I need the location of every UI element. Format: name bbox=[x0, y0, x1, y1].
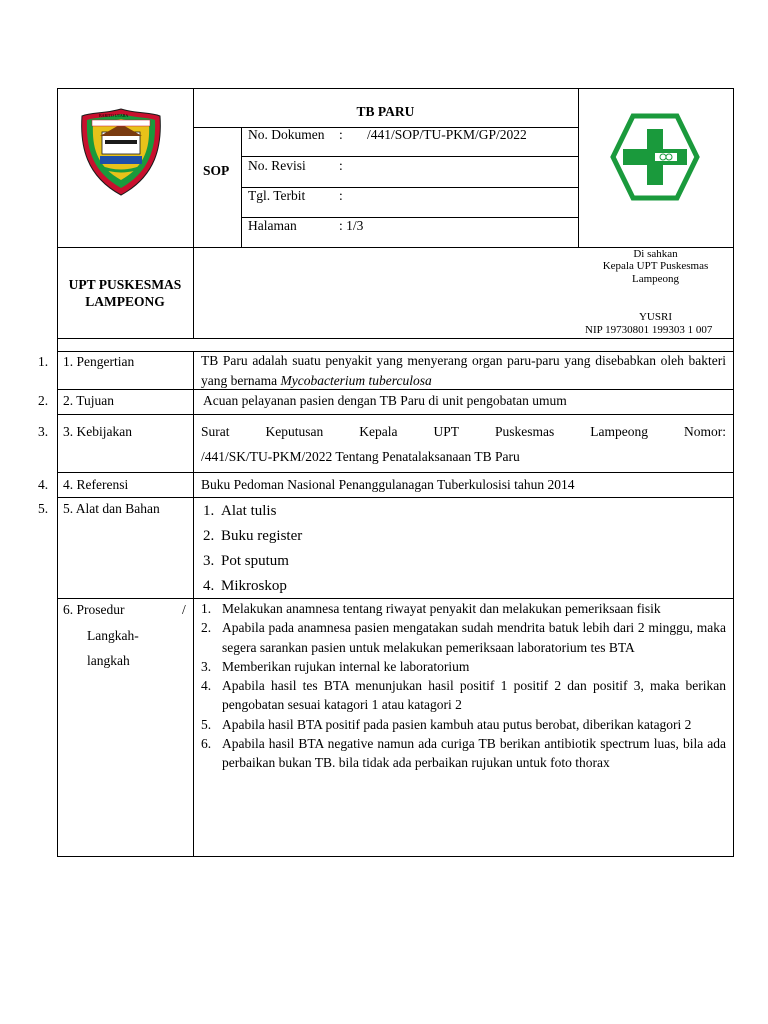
section-label-kebijakan: 3. Kebijakan bbox=[63, 424, 132, 439]
field-no-revisi-sep: : bbox=[339, 158, 343, 173]
list-item-number: 1. bbox=[201, 601, 212, 616]
field-no-dokumen-sep: : bbox=[339, 127, 343, 142]
list-item bbox=[203, 574, 503, 599]
kebijakan-word: Keputusan bbox=[265, 424, 324, 439]
list-item bbox=[201, 599, 726, 618]
regency-logo bbox=[78, 106, 164, 198]
puskesmas-logo bbox=[609, 112, 701, 202]
kebijakan-word: UPT bbox=[433, 424, 459, 439]
list-item bbox=[201, 657, 726, 676]
field-no-revisi-label: No. Revisi bbox=[248, 158, 306, 173]
section-label-alat-bahan: 5. Alat dan Bahan bbox=[63, 501, 160, 516]
regency-logo-text: BARITO UTARA bbox=[99, 113, 129, 118]
row-number-3: 3. bbox=[38, 424, 49, 439]
list-item bbox=[201, 715, 726, 734]
approval-line2: Kepala UPT Puskesmas bbox=[602, 260, 709, 272]
list-item-text: Alat tulis bbox=[221, 503, 277, 519]
section-text-tujuan: Acuan pelayanan pasien dengan TB Paru di unit pengobatan umum bbox=[203, 393, 567, 408]
row-number-4: 4. bbox=[38, 477, 49, 492]
row-number-5: 5. bbox=[38, 501, 49, 516]
list-item-number: 4. bbox=[203, 578, 215, 594]
section-label-referensi: 4. Referensi bbox=[63, 477, 129, 492]
field-no-dokumen-label: No. Dokumen bbox=[248, 127, 325, 142]
kebijakan-line2: /441/SK/TU-PKM/2022 Tentang Penatalaksanaan TB Paru bbox=[201, 449, 520, 464]
list-item-text: Apabila pada anamnesa pasien mengatakan sudah mendrita batuk lebih dari 2 minggu, maka segera sarankan pasien untuk melakukan pemeriksaan laboratorium tes BTA bbox=[222, 620, 726, 655]
list-item-text: Apabila hasil BTA positif pada pasien kambuh atau putus berobat, diberikan katagori 2 bbox=[222, 716, 692, 732]
kebijakan-word: Lampeong bbox=[590, 424, 648, 439]
sop-label: SOP bbox=[203, 163, 230, 178]
alat-bahan-list bbox=[203, 499, 503, 599]
kebijakan-line1 bbox=[201, 423, 726, 440]
approval-line3: Lampeong bbox=[631, 273, 680, 285]
pengertian-italic: Mycobacterium tuberculosa bbox=[280, 372, 432, 388]
org-name-line2: LAMPEONG bbox=[85, 294, 165, 309]
row-number-2: 2. bbox=[38, 393, 49, 408]
section-label-prosedur-slash: / bbox=[182, 602, 186, 617]
list-item bbox=[201, 618, 726, 657]
kebijakan-word: Kepala bbox=[359, 424, 398, 439]
kebijakan-word: Nomor: bbox=[684, 424, 726, 439]
list-item-number: 1. bbox=[203, 503, 215, 519]
approval-nip: NIP 19730801 199303 1 007 bbox=[585, 324, 713, 336]
list-item-text: Memberikan rujukan internal ke laboratorium bbox=[222, 658, 470, 674]
section-label-langkah: Langkah- bbox=[87, 628, 139, 643]
section-text-pengertian bbox=[201, 351, 726, 390]
section-label-pengertian: 1. Pengertian bbox=[63, 354, 135, 369]
row-number-1: 1. bbox=[38, 354, 49, 369]
document-title: TB PARU bbox=[356, 104, 415, 119]
approval-line1: Di sahkan bbox=[633, 248, 678, 260]
section-label-tujuan: 2. Tujuan bbox=[63, 393, 115, 408]
list-item bbox=[201, 676, 726, 715]
list-item-text: Mikroskop bbox=[221, 578, 287, 594]
list-item bbox=[201, 734, 726, 773]
list-item-number: 3. bbox=[201, 658, 212, 674]
approval-name: YUSRI bbox=[638, 311, 672, 323]
pengertian-text: TB Paru adalah suatu penyakit yang menyerang organ paru-paru yang disebabkan oleh bakteri yang bernama bbox=[201, 353, 726, 388]
list-item-text: Apabila hasil tes BTA menunjukan hasil positif 1 positif 2 dan positif 3, maka berikan pengobatan sesuai katagori 1 atau katagori 2 bbox=[222, 678, 726, 713]
list-item bbox=[203, 524, 503, 549]
field-tgl-terbit-label: Tgl. Terbit bbox=[248, 188, 306, 203]
list-item-text: Buku register bbox=[221, 528, 303, 544]
field-halaman-label: Halaman bbox=[248, 218, 297, 233]
field-no-dokumen-value: /441/SOP/TU-PKM/GP/2022 bbox=[367, 127, 527, 142]
section-label-langkah-2: langkah bbox=[87, 653, 130, 668]
prosedur-list bbox=[201, 599, 726, 773]
list-item-text: Melakukan anamnesa tentang riwayat penyakit dan melakukan pemeriksaan fisik bbox=[222, 601, 661, 616]
list-item-number: 3. bbox=[203, 553, 215, 569]
list-item-text: Pot sputum bbox=[221, 553, 289, 569]
list-item-number: 2. bbox=[201, 620, 212, 636]
list-item bbox=[203, 549, 503, 574]
kebijakan-word: Surat bbox=[201, 424, 230, 439]
list-item-text: Apabila hasil BTA negative namun ada curiga TB berikan antibiotik spectrum luas, bila ada perbaikan bukan TB. bila tidak ada perbaikan rujukan untuk foto thorax bbox=[222, 736, 726, 771]
field-tgl-terbit-sep: : bbox=[339, 188, 343, 203]
section-label-prosedur: 6. Prosedur bbox=[63, 602, 125, 617]
org-name-line1: UPT PUSKESMAS bbox=[68, 277, 182, 292]
field-halaman-value: : 1/3 bbox=[339, 218, 364, 233]
kebijakan-word: Puskesmas bbox=[495, 424, 555, 439]
list-item-number: 4. bbox=[201, 678, 212, 694]
list-item bbox=[203, 499, 503, 524]
section-text-referensi: Buku Pedoman Nasional Penanggulanagan Tuberkulosisi tahun 2014 bbox=[201, 477, 575, 492]
list-item-number: 5. bbox=[201, 716, 212, 732]
list-item-number: 2. bbox=[203, 528, 215, 544]
list-item-number: 6. bbox=[201, 736, 212, 752]
